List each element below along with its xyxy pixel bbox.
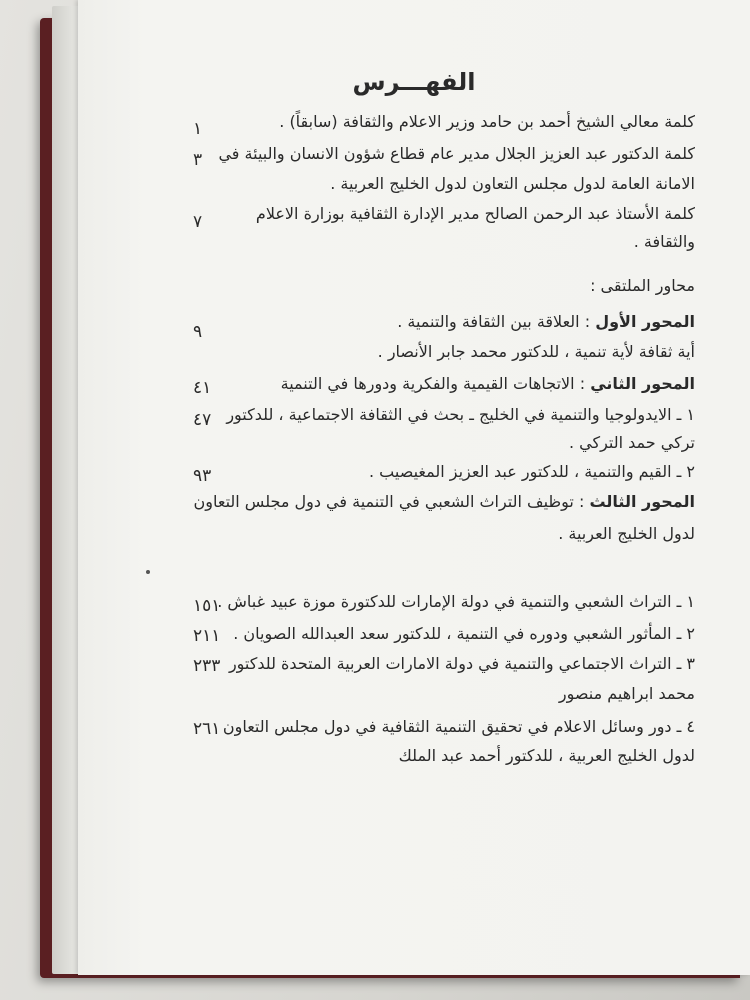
axis-3-heading xyxy=(194,492,696,511)
axis-3-item-1-page: ١٥١ xyxy=(193,596,221,616)
axis-3-label: المحور الثالث xyxy=(589,492,695,511)
toc-entry-text: والثقافة . xyxy=(633,232,695,251)
axis-2-label: المحور الثاني xyxy=(590,374,695,393)
axis-2-item-2-page: ٩٣ xyxy=(193,466,212,486)
axis-3-title: : توظيف التراث الشعبي في التنمية في دول مجلس التعاون xyxy=(193,492,585,511)
axis-3-item-3-cont: محمد ابراهيم منصور xyxy=(558,684,695,703)
axis-1-page: ٩ xyxy=(193,322,203,342)
axis-3-item-2: ٢ ـ المأثور الشعبي ودوره في التنمية ، للدكتور سعد العبدالله الصويان . xyxy=(233,624,695,643)
axis-3-item-4-page: ٢٦١ xyxy=(193,719,221,739)
axis-2-item-2: ٢ ـ القيم والتنمية ، للدكتور عبد العزيز المغيصيب . xyxy=(368,462,695,481)
axis-1-item: أية ثقافة لأية تنمية ، للدكتور محمد جابر الأنصار . xyxy=(377,342,695,361)
book-page xyxy=(78,0,750,975)
axis-3-item-3: ٣ ـ التراث الاجتماعي والتنمية في دولة الامارات العربية المتحدة للدكتور xyxy=(228,654,695,673)
axis-3-item-1: ١ ـ التراث الشعبي والتنمية في دولة الإمارات للدكتورة موزة عبيد غباش . xyxy=(217,592,695,611)
toc-entry-page: ٣ xyxy=(193,150,203,170)
axis-1-label: المحور الأول xyxy=(595,312,695,331)
axis-2-page: ٤١ xyxy=(193,378,212,398)
axis-2-heading xyxy=(281,374,695,393)
toc-entry-page: ١ xyxy=(193,119,203,139)
toc-entry-text: كلمة الدكتور عبد العزيز الجلال مدير عام قطاع شؤون الانسان والبيئة في xyxy=(218,144,695,163)
toc-entry-text: الامانة العامة لدول مجلس التعاون لدول الخليج العربية . xyxy=(330,174,695,193)
axes-heading: محاور الملتقى : xyxy=(590,276,695,295)
axis-2-item-1: ١ ـ الايدولوجيا والتنمية في الخليج ـ بحث في الثقافة الاجتماعية ، للدكتور xyxy=(226,405,695,424)
axis-3-item-4: ٤ ـ دور وسائل الاعلام في تحقيق التنمية الثقافية في دول مجلس التعاون xyxy=(222,717,695,736)
toc-entry-text: كلمة الأستاذ عبد الرحمن الصالح مدير الإدارة الثقافية بوزارة الاعلام xyxy=(255,204,695,223)
page-title: الفهـــرس xyxy=(352,68,476,96)
axis-3-item-4-cont: لدول الخليج العربية ، للدكتور أحمد عبد الملك xyxy=(398,746,695,765)
toc-entry-page: ٧ xyxy=(193,212,203,232)
axis-3-item-3-page: ٢٣٣ xyxy=(193,656,221,676)
axis-3-item-2-page: ٢١١ xyxy=(193,626,221,646)
axis-2-item-1-cont: تركي حمد التركي . xyxy=(568,433,695,452)
axis-2-item-1-page: ٤٧ xyxy=(193,410,212,430)
toc-entry-text: كلمة معالي الشيخ أحمد بن حامد وزير الاعلام والثقافة (سابقاً) . xyxy=(279,112,695,131)
axis-1-title: : العلاقة بين الثقافة والتنمية . xyxy=(397,312,591,331)
axis-2-title: : الاتجاهات القيمية والفكرية ودورها في التنمية xyxy=(280,374,586,393)
axis-1-heading xyxy=(397,312,695,331)
page-mark xyxy=(146,570,150,574)
axis-3-heading-cont: لدول الخليج العربية . xyxy=(558,524,695,543)
